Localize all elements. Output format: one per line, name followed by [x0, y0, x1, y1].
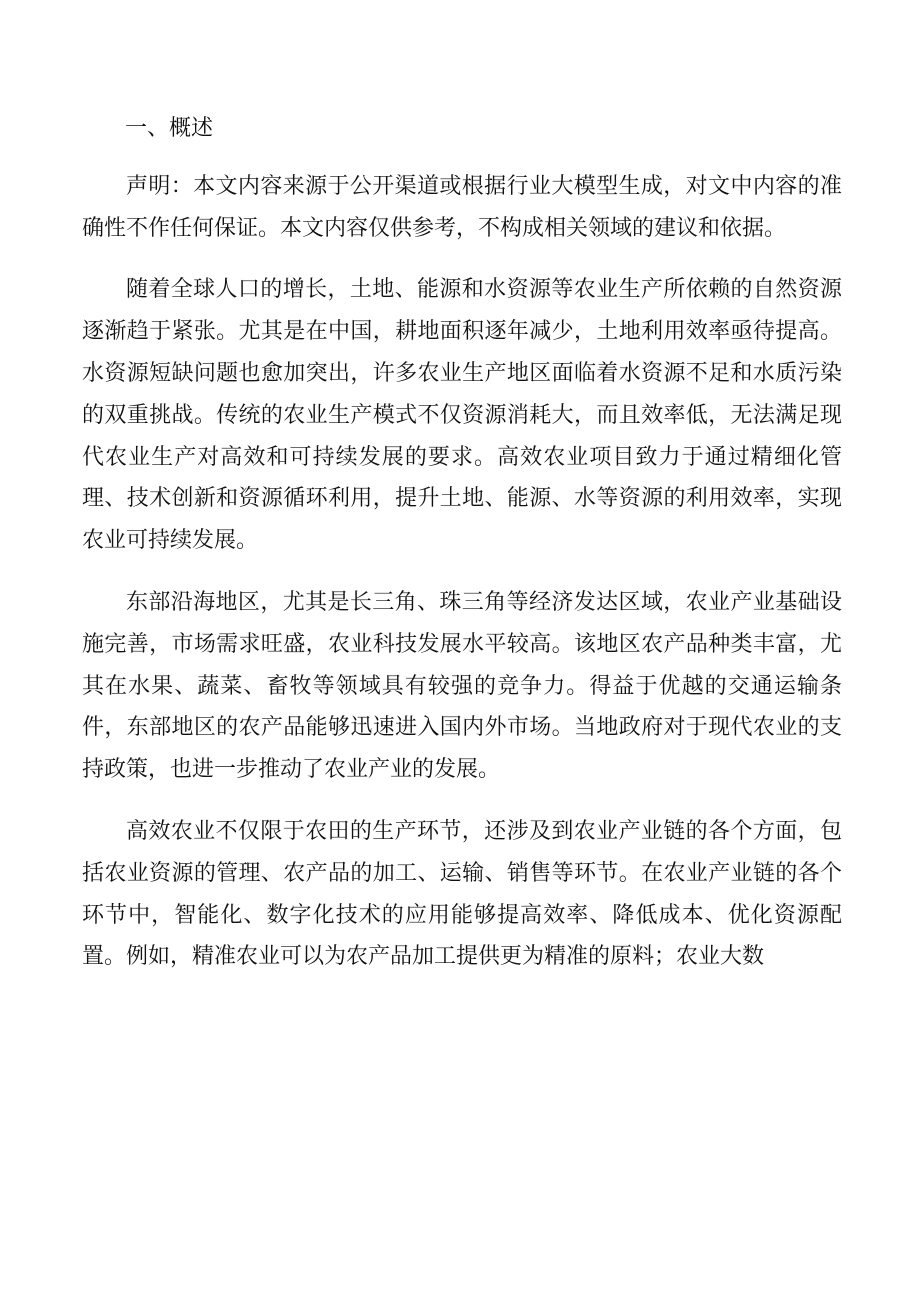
section-heading: 一、概述: [125, 116, 214, 141]
body-paragraph-eastern-region: 东部沿海地区，尤其是长三角、珠三角等经济发达区域，农业产业基础设施完善，市场需求旺盛，农业科技发展水平较高。该地区农产品种类丰富，尤其在水果、蔬菜、畜牧等领域具有较强的竞争力。得益于优越的交通运输条件，东部地区的农产品能够迅速进入国内外市场。当地政府对于现代农业的支持政策，也进一步推动了农业产业的发展。: [82, 589, 842, 783]
document-body: [82, 108, 842, 978]
body-paragraph-industry-chain: 高效农业不仅限于农田的生产环节，还涉及到农业产业链的各个方面，包括农业资源的管理、农产品的加工、运输、销售等环节。在农业产业链的各个环节中，智能化、数字化技术的应用能够提高效率、降低成本、优化资源配置。例如，精准农业可以为农产品加工提供更为精准的原料；农业大数: [82, 818, 842, 970]
body-paragraph-resources: 随着全球人口的增长，土地、能源和水资源等农业生产所依赖的自然资源逐渐趋于紧张。尤其是在中国，耕地面积逐年减少，土地利用效率亟待提高。水资源短缺问题也愈加突出，许多农业生产地区面临着水资源不足和水质污染的双重挑战。传统的农业生产模式不仅资源消耗大，而且效率低，无法满足现代农业生产对高效和可持续发展的要求。高效农业项目致力于通过精细化管理、技术创新和资源循环利用，提升土地、能源、水等资源的利用效率，实现农业可持续发展。: [82, 277, 842, 554]
disclaimer-paragraph: 声明：本文内容来源于公开渠道或根据行业大模型生成，对文中内容的准确性不作任何保证。本文内容仅供参考，不构成相关领域的建议和依据。: [82, 173, 842, 241]
